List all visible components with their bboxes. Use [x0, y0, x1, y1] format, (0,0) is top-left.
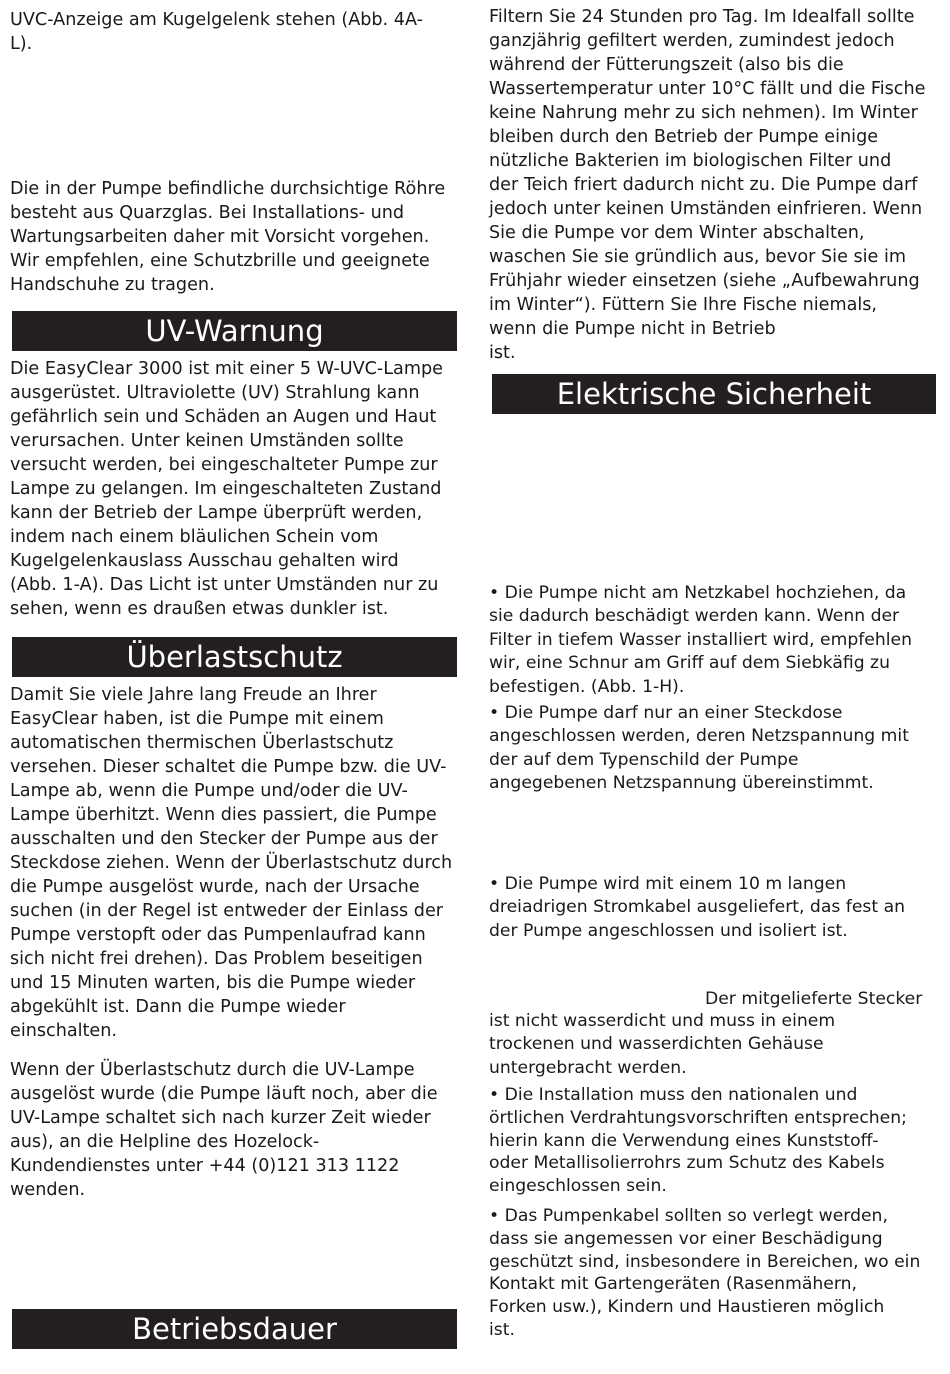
text-line: Steckdose ziehen. Wenn der Überlastschutz durch [10, 853, 453, 873]
text-line: • Die Installation muss den nationalen und [489, 1085, 858, 1105]
text-line: Lampe zu gelangen. Im eingeschalteten Zustand [10, 479, 442, 499]
text-line: jedoch unter keinen Umständen einfrieren. Wenn [489, 199, 923, 219]
text-line: Wartungsarbeiten daher mit Vorsicht vorgehen. [10, 227, 430, 247]
text-line: angegebenen Netzspannung übereinstimmt. [489, 773, 874, 794]
text-line: im Winter“). Füttern Sie Ihre Fische niemals, [489, 295, 878, 315]
text-line: trockenen und wasserdichten Gehäuse [489, 1034, 824, 1055]
text-line: EasyClear haben, ist die Pumpe mit einem [10, 709, 384, 729]
text-line: ausgerüstet. Ultraviolette (UV) Strahlung kann [10, 383, 420, 403]
text-line: kann der Betrieb der Lampe überprüft werden, [10, 503, 423, 523]
bullet-wiring-regulations [489, 1084, 907, 1198]
text-line: nützliche Bakterien im biologischen Filter und [489, 151, 892, 171]
text-line: versucht werden, bei eingeschalteter Pumpe zur [10, 455, 438, 475]
text-line: indem nach einem bläulichen Schein vom [10, 527, 379, 547]
text-line: Filter in tiefem Wasser installiert wird, empfehlen [489, 629, 913, 650]
text-line: oder Metallisolierrohrs zum Schutz des Kabels [489, 1153, 885, 1174]
text-line: (Abb. 1-A). Das Licht ist unter Umständen nur zu [10, 575, 439, 595]
text-line: eingeschlossen sein. [489, 1176, 667, 1197]
text-line: hierin kann die Verwendung eines Kunststoff- [489, 1130, 879, 1151]
text-line: suchen (in der Regel ist entweder der Einlass der [10, 901, 443, 921]
plug-first-line: Der mitgelieferte Stecker [705, 989, 923, 1009]
text-line: Wir empfehlen, eine Schutzbrille und geeignete [10, 251, 430, 271]
text-line: örtlichen Verdrahtungsvorschriften entsprechen; [489, 1107, 907, 1128]
text-line: ist nicht wasserdicht und muss in einem [489, 1011, 836, 1031]
text-line: Wassertemperatur unter 10°C fällt und die Fische [489, 79, 926, 99]
text-line: untergebracht werden. [489, 1057, 687, 1078]
text-line: versehen. Dieser schaltet die Pumpe bzw. die UV- [10, 757, 447, 777]
text-line: Die in der Pumpe befindliche durchsichtige Röhre [10, 179, 446, 199]
text-line: geschützt sind, insbesondere in Bereichen, wo ein [489, 1251, 921, 1272]
helpline-paragraph [10, 1058, 438, 1202]
text-line: wir, eine Schnur am Griff auf dem Siebkäfig zu [489, 653, 890, 674]
text-line: wenden. [10, 1180, 86, 1200]
text-line: wenn die Pumpe nicht in Betrieb [489, 319, 776, 339]
text-line: Lampe überhitzt. Wenn dies passiert, die Pumpe [10, 805, 437, 825]
text-line: UV-Lampe schaltet sich nach kurzer Zeit wieder [10, 1108, 431, 1128]
text-line: • Die Pumpe wird mit einem 10 m langen [489, 874, 847, 894]
text-line: Die EasyClear 3000 ist mit einer 5 W-UVC-Lampe [10, 359, 443, 379]
text-line: sie dadurch beschädigt werden kann. Wenn der [489, 606, 900, 627]
text-line: Forken usw.), Kindern und Haustieren möglich [489, 1297, 885, 1318]
text-line: die Pumpe ausgelöst wurde, nach der Ursache [10, 877, 420, 897]
text-line: Kontakt mit Gartengeräten (Rasenmähern, [489, 1274, 857, 1295]
text-line: ist. [489, 343, 516, 363]
text-line: • Die Pumpe nicht am Netzkabel hochziehen, da [489, 583, 907, 603]
filter-paragraph [489, 5, 925, 365]
operating-duration-heading: Betriebsdauer [12, 1309, 457, 1349]
plug-paragraph [489, 1010, 835, 1080]
overload-paragraph [10, 683, 452, 1043]
text-line: besteht aus Quarzglas. Bei Installations- und [10, 203, 405, 223]
text-line: dreiadrigen Stromkabel ausgeliefert, das fest an [489, 897, 905, 918]
text-line: UVC-Anzeige am Kugelgelenk stehen (Abb. 4A- [10, 10, 423, 30]
text-line: L). [10, 34, 33, 54]
text-line: und 15 Minuten warten, bis die Pumpe wieder [10, 973, 416, 993]
text-line: angeschlossen werden, deren Netzspannung mit [489, 726, 909, 747]
intro-paragraph [10, 8, 423, 56]
text-line: ganzjährig gefiltert werden, zumindest jedoch [489, 31, 895, 51]
text-line: Damit Sie viele Jahre lang Freude an Ihrer [10, 685, 377, 705]
text-line: Lampe ab, wenn die Pumpe und/oder die UV- [10, 781, 408, 801]
text-line: verursachen. Unter keinen Umständen sollte [10, 431, 404, 451]
text-line: keine Nahrung mehr zu sich nehmen). Im Winter [489, 103, 918, 123]
text-line: Pumpe verstopft oder das Pumpenlaufrad kann [10, 925, 426, 945]
overload-protection-heading: Überlastschutz [12, 637, 457, 677]
text-line: Filtern Sie 24 Stunden pro Tag. Im Idealfall sollte [489, 7, 915, 27]
text-line: einschalten. [10, 1021, 117, 1041]
text-line: ausschalten und den Stecker der Pumpe aus der [10, 829, 438, 849]
text-line: automatischen thermischen Überlastschutz [10, 733, 394, 753]
text-line: Wenn der Überlastschutz durch die UV-Lampe [10, 1060, 415, 1080]
bullet-cable-routing [489, 1205, 920, 1342]
text-line: abgekühlt ist. Dann die Pumpe wieder [10, 997, 346, 1017]
text-line: dass sie angemessen vor einer Beschädigung [489, 1228, 883, 1249]
text-line: ausgelöst wurde (die Pumpe läuft noch, aber die [10, 1084, 438, 1104]
text-line: Kundendienstes unter +44 (0)121 313 1122 [10, 1156, 400, 1176]
text-line: ist. [489, 1319, 515, 1340]
bullet-cable-length [489, 873, 905, 943]
text-line: Kugelgelenkauslass Ausschau gehalten wird [10, 551, 399, 571]
text-line: sehen, wenn es draußen etwas dunkler ist. [10, 599, 389, 619]
bullet-power-cord [489, 582, 912, 699]
text-line: während der Fütterungszeit (also bis die [489, 55, 844, 75]
text-line: der Pumpe angeschlossen und isoliert ist. [489, 920, 848, 941]
text-line: • Die Pumpe darf nur an einer Steckdose [489, 703, 843, 723]
uv-warning-heading: UV-Warnung [12, 311, 457, 351]
text-line: der Teich friert dadurch nicht zu. Die Pumpe darf [489, 175, 918, 195]
text-line: sich nicht frei drehen). Das Problem beseitigen [10, 949, 423, 969]
electrical-safety-heading: Elektrische Sicherheit [492, 374, 936, 414]
quartz-paragraph [10, 177, 445, 297]
text-line: aus), an die Helpline des Hozelock- [10, 1132, 320, 1152]
text-line: gefährlich sein und Schäden an Augen und Haut [10, 407, 437, 427]
text-line: Handschuhe zu tragen. [10, 275, 215, 295]
uv-warning-paragraph [10, 357, 443, 621]
text-line: waschen Sie sie gründlich aus, bevor Sie sie im [489, 247, 906, 267]
text-line: Frühjahr wieder einsetzen (siehe „Aufbewahrung [489, 271, 920, 291]
bullet-mains-voltage [489, 702, 909, 796]
text-line: • Das Pumpenkabel sollten so verlegt werden, [489, 1206, 888, 1226]
text-line: befestigen. (Abb. 1-H). [489, 676, 685, 697]
text-line: der auf dem Typenschild der Pumpe [489, 749, 799, 770]
text-line: Sie die Pumpe vor dem Winter abschalten, [489, 223, 865, 243]
text-line: bleiben durch den Betrieb der Pumpe einige [489, 127, 879, 147]
